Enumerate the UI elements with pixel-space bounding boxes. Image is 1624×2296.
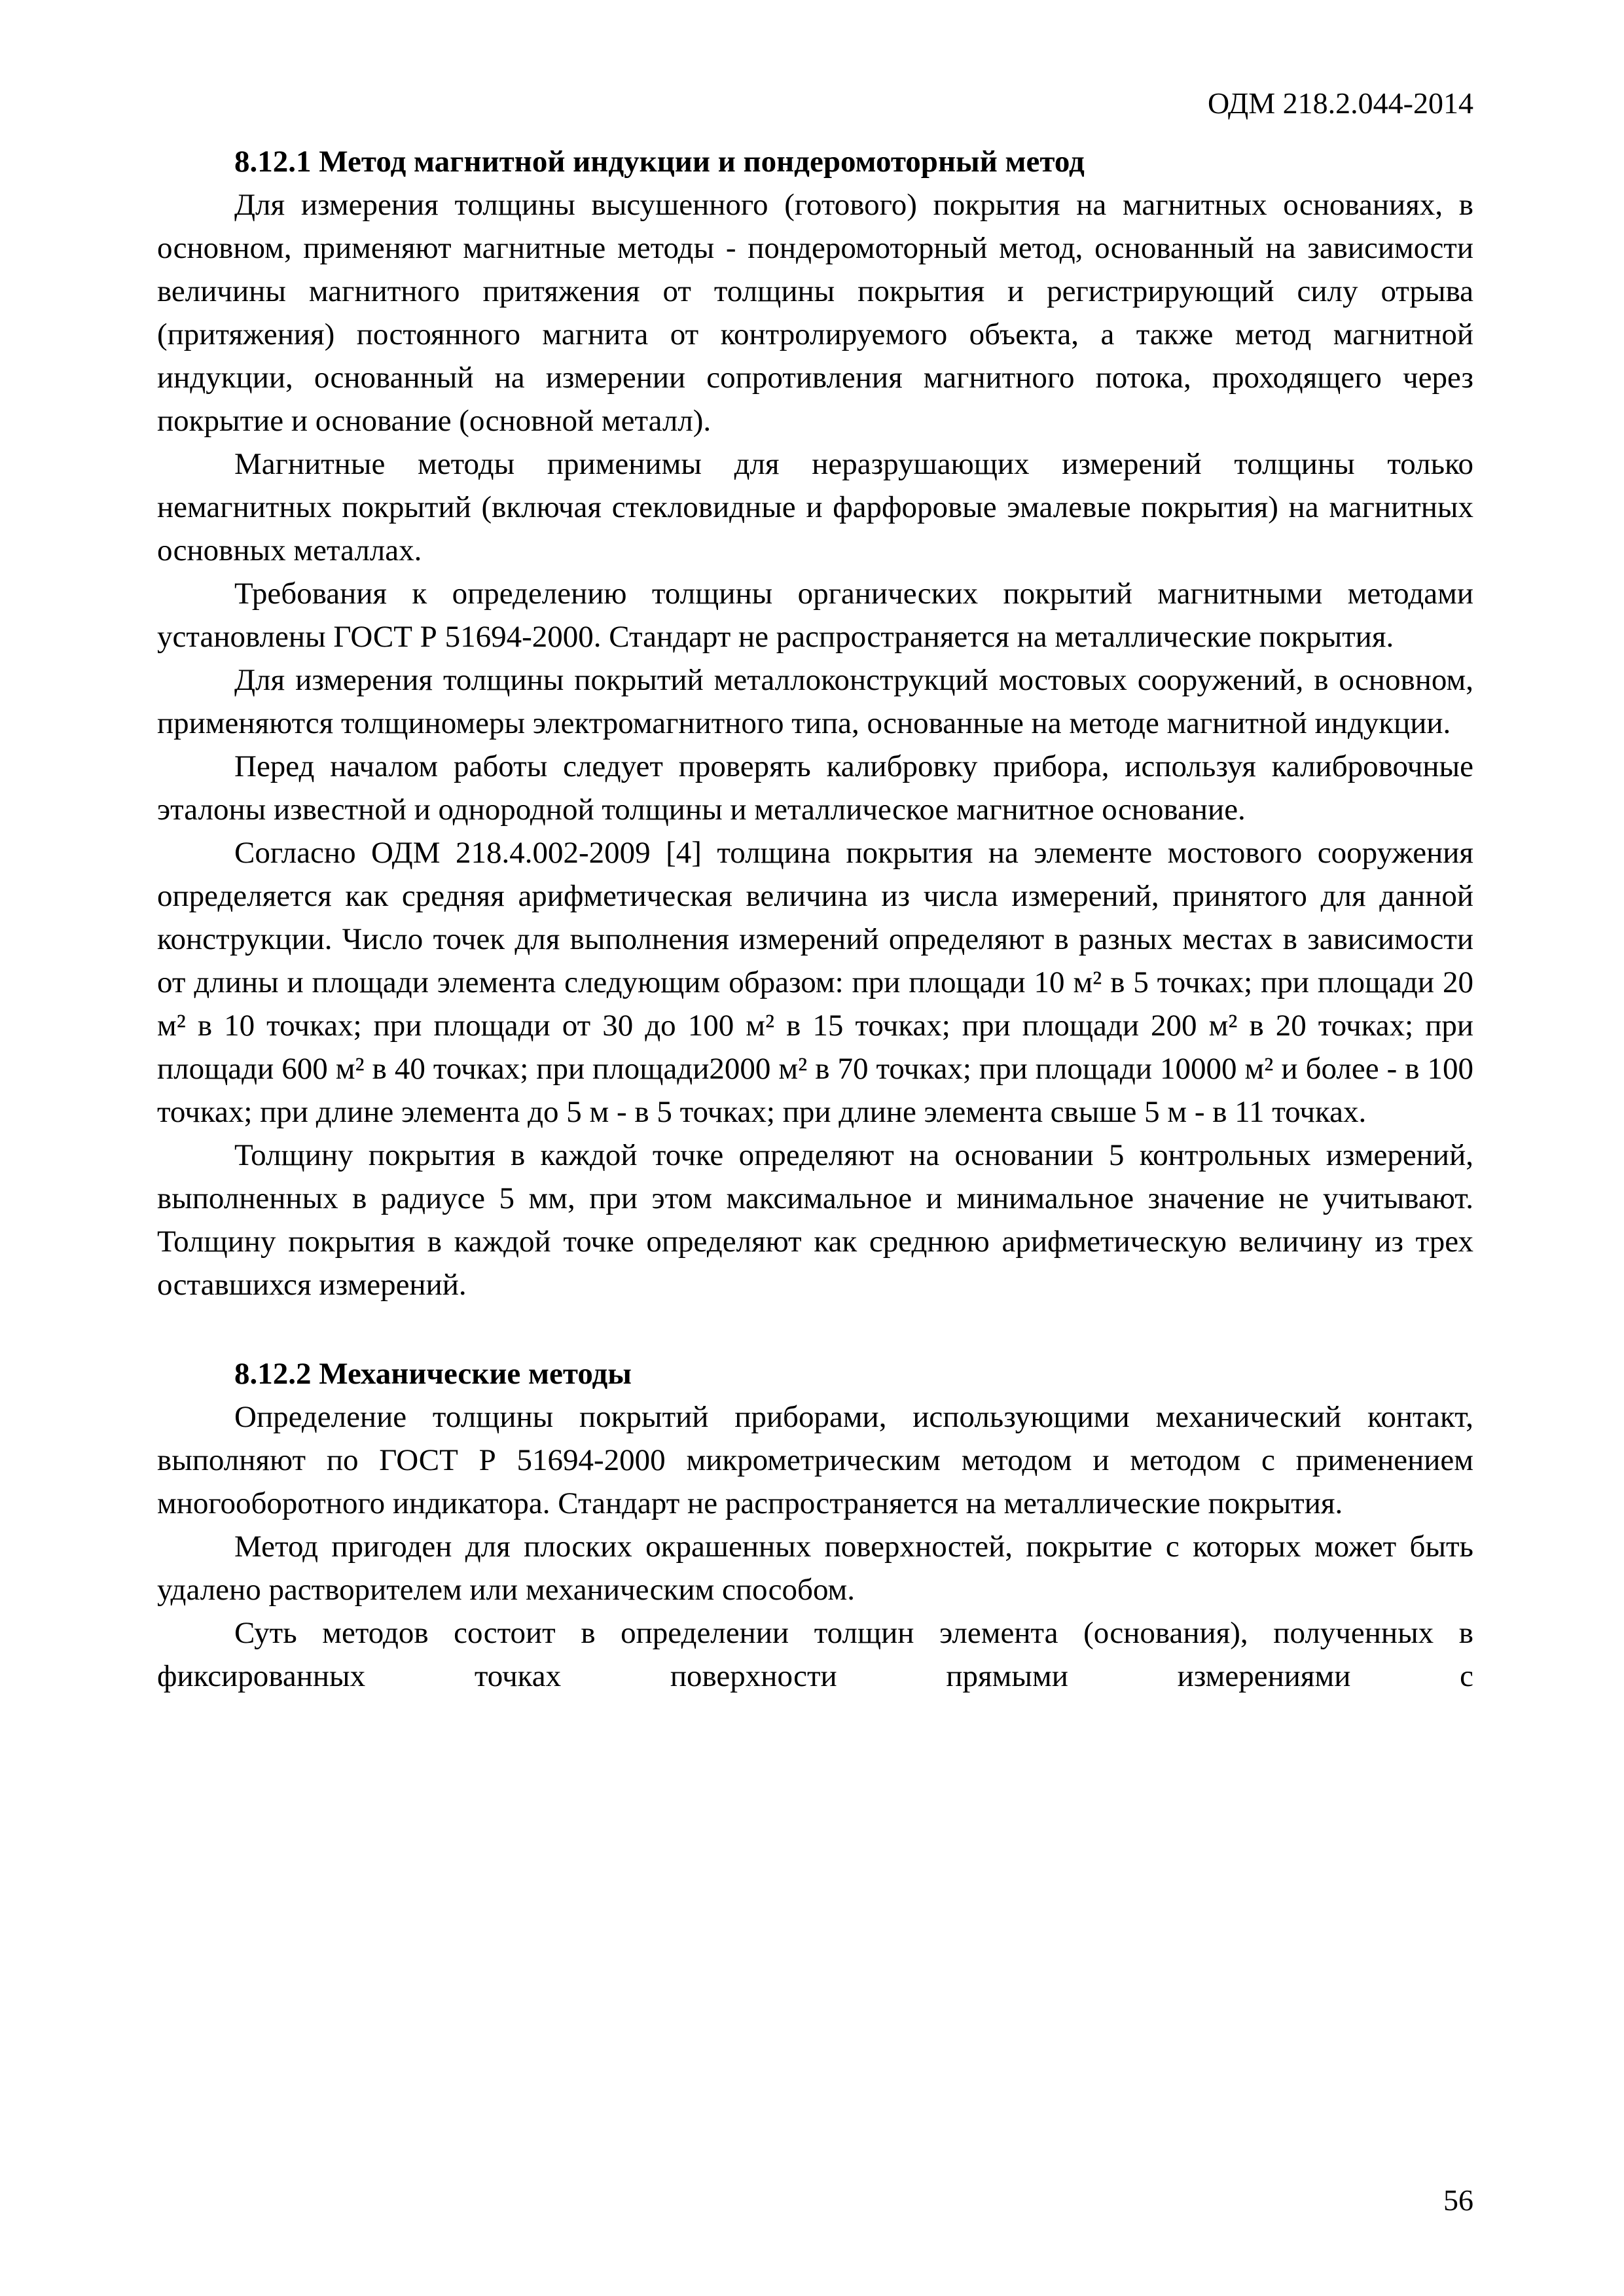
paragraph: Для измерения толщины высушенного (готового) покрытия на магнитных основаниях, в основном, применяют магнитные методы - пондеромоторный метод, основанный на зависимости величины магнитного притяжения от толщины покрытия и регистрирующий силу отрыва (притяжения) постоянного магнита от контролируемого объекта, а также метод магнитной индукции, основанный на измерении сопротивления магнитного потока, проходящего через покрытие и основание (основной металл).: [157, 188, 1473, 438]
page-number: 56: [1443, 2183, 1473, 2217]
paragraph: Требования к определению толщины органических покрытий магнитными методами установлены ГОСТ Р 51694-2000. Стандарт не распространяется на металлические покрытия.: [157, 577, 1473, 654]
paragraph: Толщину покрытия в каждой точке определяют на основании 5 контрольных измерений, выполненных в радиусе 5 мм, при этом максимальное и минимальное значение не учитывают. Толщину покрытия в каждой точке определяют как среднюю арифметическую величину из трех оставшихся измерений.: [157, 1138, 1473, 1302]
paragraph: Метод пригоден для плоских окрашенных поверхностей, покрытие с которых может быть удалено растворителем или механическим способом.: [157, 1530, 1473, 1607]
paragraph: Для измерения толщины покрытий металлоконструкций мостовых сооружений, в основном, применяются толщиномеры электромагнитного типа, основанные на методе магнитной индукции.: [157, 663, 1473, 740]
paragraph: Определение толщины покрытий приборами, использующими механический контакт, выполняют по ГОСТ Р 51694-2000 микрометрическим методом и методом с применением многооборотного индикатора. Стандарт не распространяется на металлические покрытия.: [157, 1400, 1473, 1520]
paragraph: Перед началом работы следует проверять калибровку прибора, используя калибровочные эталоны известной и однородной толщины и металлическое магнитное основание.: [157, 749, 1473, 827]
paragraph: Согласно ОДМ 218.4.002-2009 [4] толщина покрытия на элементе мостового сооружения определяется как средняя арифметическая величина из числа измерений, принятого для данной конструкции. Число точек для выполнения измерений определяют в разных местах в зависимости от длины и площади элемента следующим образом: при площади 10 м² в 5 точках; при площади 20 м² в 10 точках; при площади от 30 до 100 м² в 15 точках; при площади 200 м² в 20 точках; при площади 600 м² в 40 точках; при площади2000 м² в 70 точках; при площади 10000 м² и более - в 100 точках; при длине элемента до 5 м - в 5 точках; при длине элемента свыше 5 м - в 11 точках.: [157, 836, 1473, 1129]
paragraph: Магнитные методы применимы для неразрушающих измерений толщины только немагнитных покрытий (включая стекловидные и фарфоровые эмалевые покрытия) на магнитных основных металлах.: [157, 447, 1473, 567]
document-code-header: ОДМ 218.2.044-2014: [1207, 86, 1473, 120]
paragraph: Суть методов состоит в определении толщин элемента (основания), полученных в фиксированных точках поверхности прямыми измерениями с: [157, 1616, 1473, 1693]
section-heading-8-12-2: 8.12.2 Механические методы: [234, 1357, 632, 1391]
section-heading-8-12-1: 8.12.1 Метод магнитной индукции и пондеромоторный метод: [234, 145, 1085, 179]
